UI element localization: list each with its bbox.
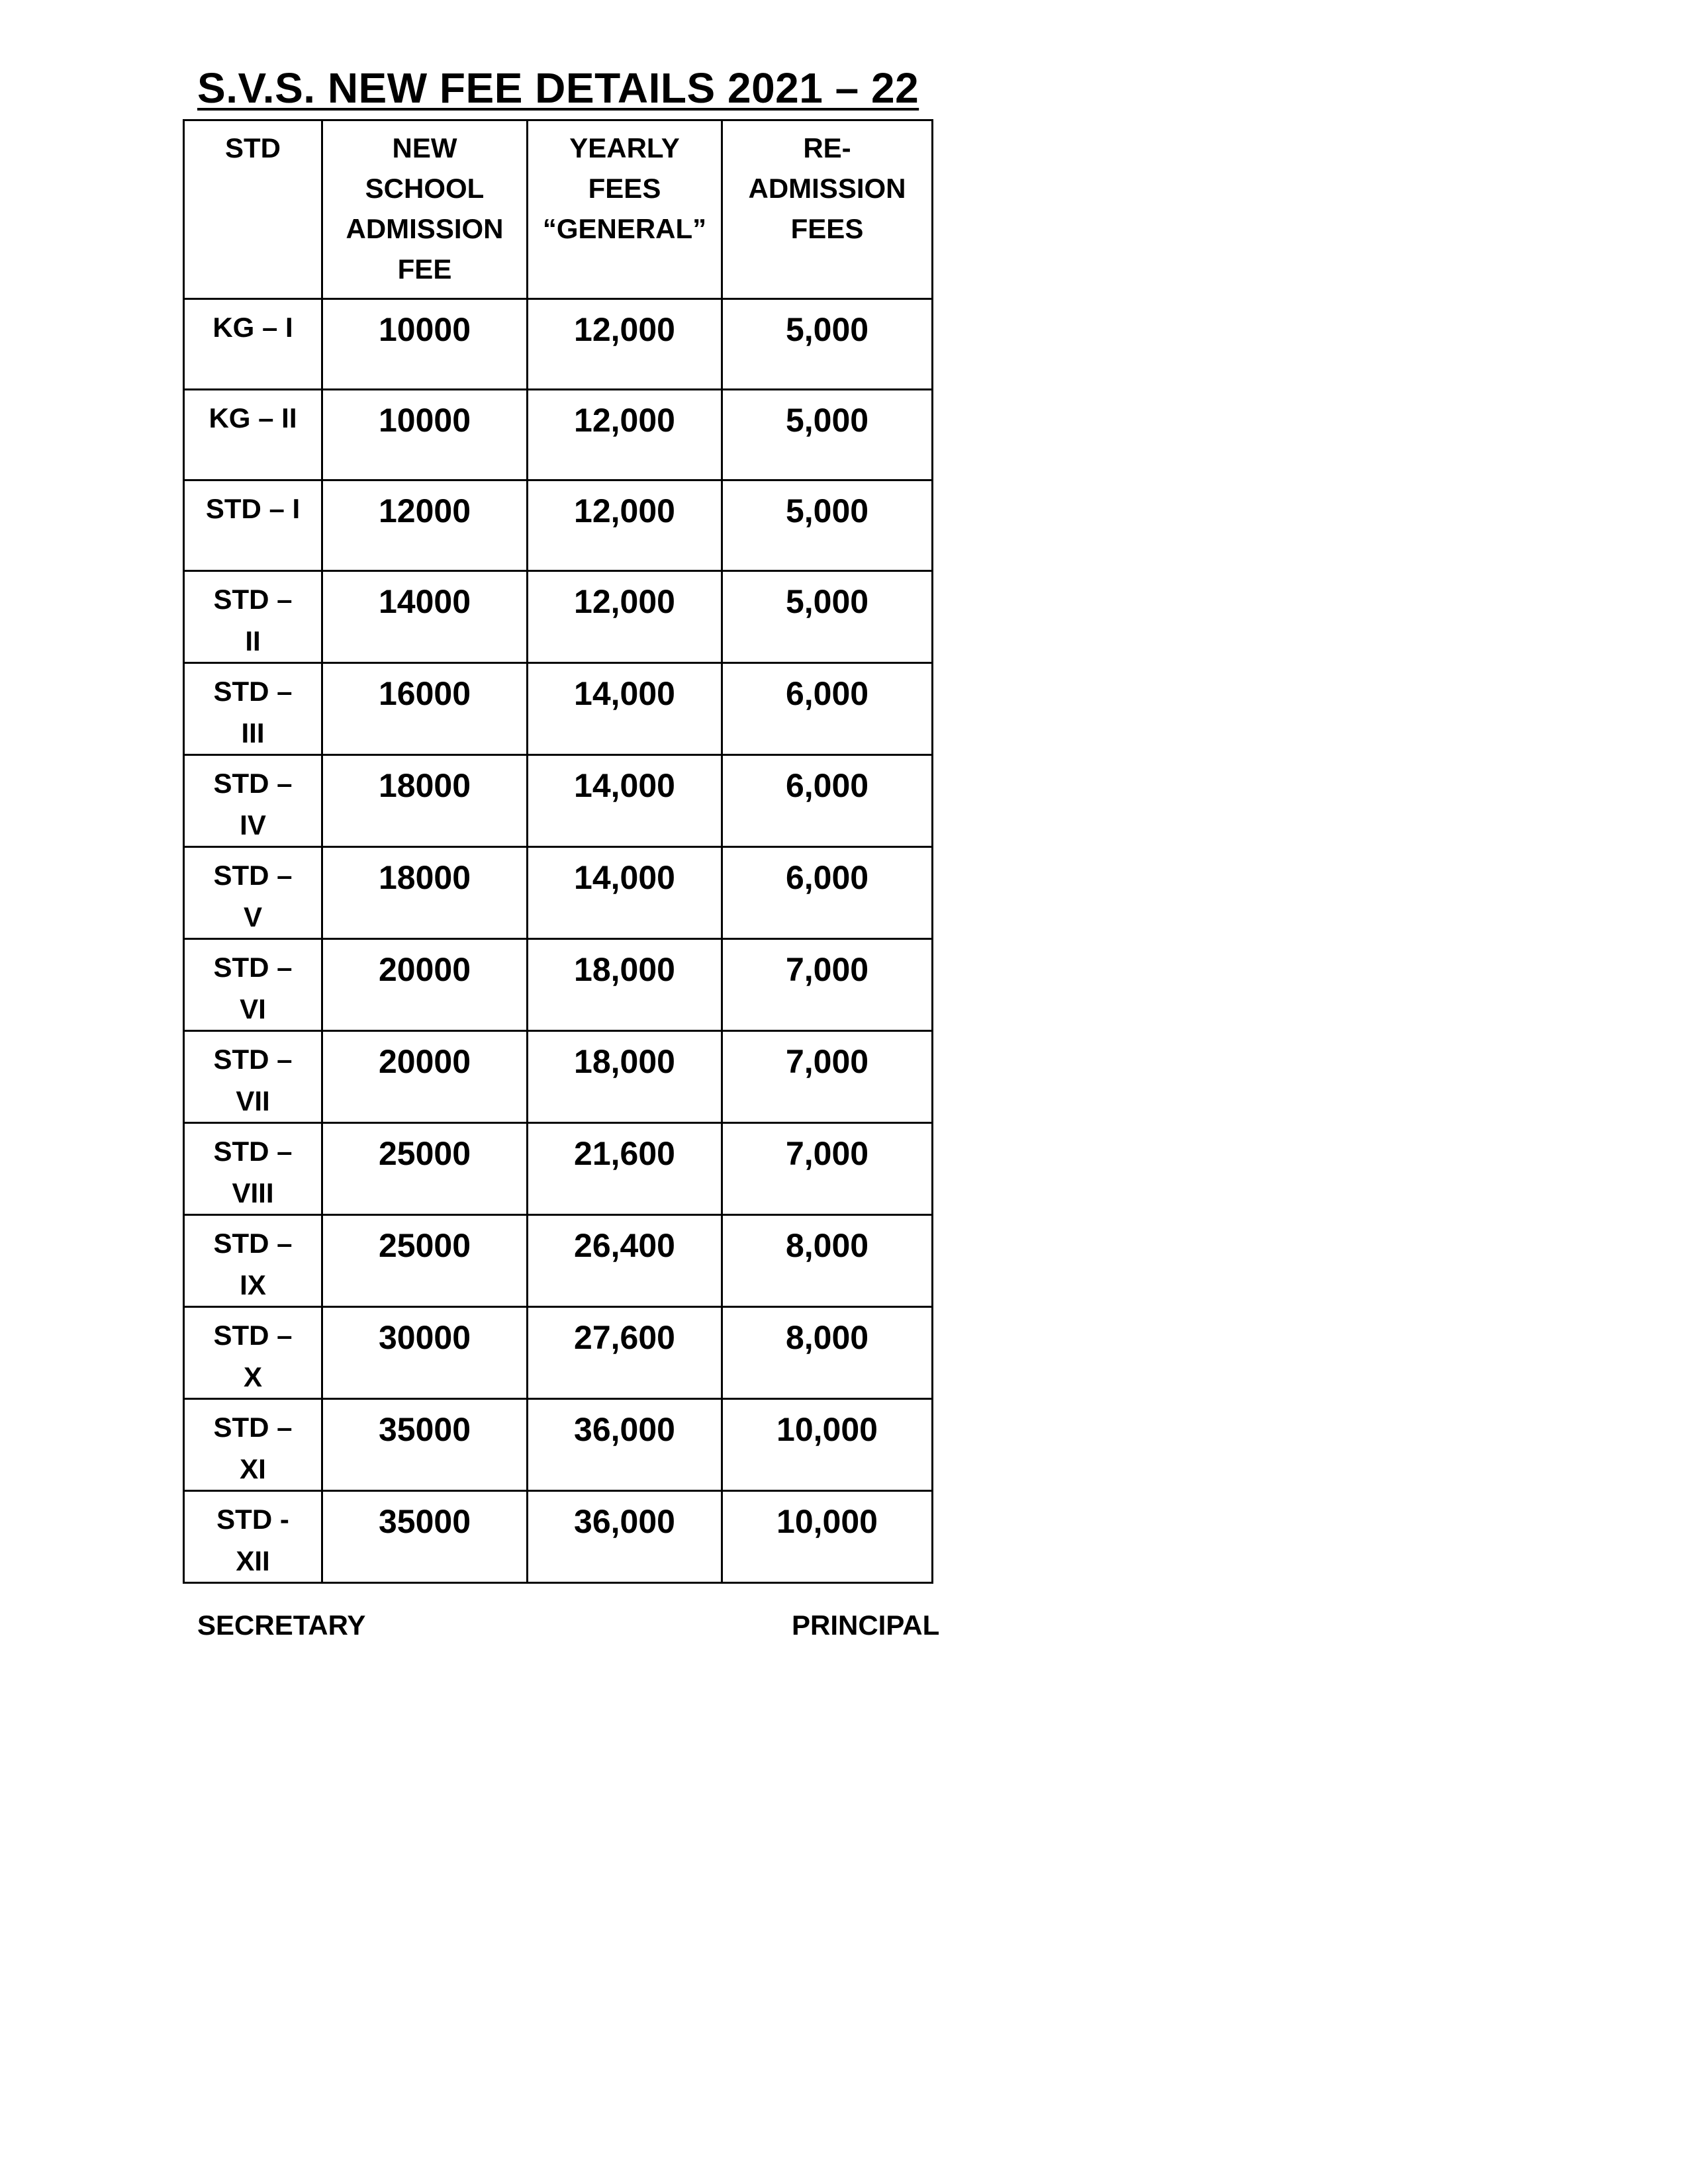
std-label: STD – bbox=[213, 768, 293, 799]
std-label: IX bbox=[240, 1269, 266, 1300]
table-row bbox=[184, 939, 933, 1031]
header-line: NEW bbox=[392, 132, 457, 163]
readmission-fee-cell: 10,000 bbox=[722, 1399, 933, 1491]
std-cell bbox=[184, 1491, 322, 1583]
new-admission-fee-cell: 25000 bbox=[322, 1123, 528, 1215]
table-row bbox=[184, 480, 933, 571]
readmission-fee-cell: 6,000 bbox=[722, 847, 933, 939]
yearly-fee-cell: 12,000 bbox=[528, 299, 722, 390]
std-label: VI bbox=[240, 993, 266, 1024]
std-cell bbox=[184, 390, 322, 480]
new-admission-fee-cell: 12000 bbox=[322, 480, 528, 571]
yearly-fee-cell: 21,600 bbox=[528, 1123, 722, 1215]
header-new-admission-fee bbox=[322, 120, 528, 299]
std-label: KG – I bbox=[212, 312, 293, 343]
secretary-signature-label: SECRETARY bbox=[197, 1610, 366, 1641]
std-cell bbox=[184, 1215, 322, 1307]
table-row bbox=[184, 1031, 933, 1123]
std-cell bbox=[184, 1031, 322, 1123]
readmission-fee-cell: 8,000 bbox=[722, 1215, 933, 1307]
readmission-fee-cell: 7,000 bbox=[722, 1123, 933, 1215]
std-label: STD – I bbox=[205, 493, 301, 524]
std-label: STD – bbox=[213, 1136, 293, 1167]
readmission-fee-cell: 6,000 bbox=[722, 663, 933, 755]
yearly-fee-cell: 12,000 bbox=[528, 390, 722, 480]
table-body bbox=[184, 299, 933, 1583]
header-line: “GENERAL” bbox=[542, 213, 707, 244]
header-line: FEES bbox=[790, 213, 864, 244]
new-admission-fee-cell: 10000 bbox=[322, 390, 528, 480]
std-cell bbox=[184, 755, 322, 847]
readmission-fee-cell: 5,000 bbox=[722, 571, 933, 663]
table-row bbox=[184, 1307, 933, 1399]
table-row bbox=[184, 755, 933, 847]
yearly-fee-cell: 36,000 bbox=[528, 1491, 722, 1583]
new-admission-fee-cell: 14000 bbox=[322, 571, 528, 663]
new-admission-fee-cell: 18000 bbox=[322, 755, 528, 847]
yearly-fee-cell: 12,000 bbox=[528, 480, 722, 571]
yearly-fee-cell: 27,600 bbox=[528, 1307, 722, 1399]
table-row bbox=[184, 847, 933, 939]
std-label: XII bbox=[236, 1545, 270, 1576]
new-admission-fee-cell: 35000 bbox=[322, 1491, 528, 1583]
std-label: VII bbox=[236, 1085, 270, 1116]
std-cell bbox=[184, 1399, 322, 1491]
readmission-fee-cell: 6,000 bbox=[722, 755, 933, 847]
std-label: KG – II bbox=[209, 402, 297, 433]
yearly-fee-cell: 18,000 bbox=[528, 939, 722, 1031]
std-label: STD – bbox=[213, 676, 293, 707]
new-admission-fee-cell: 20000 bbox=[322, 1031, 528, 1123]
readmission-fee-cell: 5,000 bbox=[722, 299, 933, 390]
yearly-fee-cell: 18,000 bbox=[528, 1031, 722, 1123]
std-label: III bbox=[241, 717, 265, 749]
std-label: STD - bbox=[216, 1504, 289, 1535]
std-label: XI bbox=[240, 1453, 266, 1484]
table-row bbox=[184, 663, 933, 755]
header-line: FEES bbox=[588, 173, 661, 204]
document-title: S.V.S. NEW FEE DETAILS 2021 – 22 bbox=[197, 64, 919, 112]
yearly-fee-cell: 14,000 bbox=[528, 663, 722, 755]
header-line: YEARLY bbox=[569, 132, 680, 163]
table-row bbox=[184, 390, 933, 480]
table-row bbox=[184, 1123, 933, 1215]
new-admission-fee-cell: 20000 bbox=[322, 939, 528, 1031]
readmission-fee-cell: 7,000 bbox=[722, 939, 933, 1031]
std-label: STD – bbox=[213, 1320, 293, 1351]
std-cell bbox=[184, 1307, 322, 1399]
readmission-fee-cell: 8,000 bbox=[722, 1307, 933, 1399]
fee-table bbox=[183, 119, 933, 1584]
std-cell bbox=[184, 299, 322, 390]
header-line: ADMISSION bbox=[748, 173, 906, 204]
table-row bbox=[184, 299, 933, 390]
readmission-fee-cell: 7,000 bbox=[722, 1031, 933, 1123]
header-line: SCHOOL bbox=[365, 173, 485, 204]
std-label: V bbox=[243, 901, 262, 933]
std-cell bbox=[184, 1123, 322, 1215]
header-line: FEE bbox=[397, 253, 452, 285]
principal-signature-label: PRINCIPAL bbox=[792, 1610, 940, 1641]
table-header-row bbox=[184, 120, 933, 299]
new-admission-fee-cell: 35000 bbox=[322, 1399, 528, 1491]
new-admission-fee-cell: 18000 bbox=[322, 847, 528, 939]
readmission-fee-cell: 10,000 bbox=[722, 1491, 933, 1583]
header-line: ADMISSION bbox=[346, 213, 504, 244]
std-cell bbox=[184, 663, 322, 755]
std-label: STD – bbox=[213, 1044, 293, 1075]
yearly-fee-cell: 14,000 bbox=[528, 847, 722, 939]
table-row bbox=[184, 1491, 933, 1583]
std-label: IV bbox=[240, 809, 266, 841]
std-cell bbox=[184, 571, 322, 663]
header-yearly-fees bbox=[528, 120, 722, 299]
yearly-fee-cell: 14,000 bbox=[528, 755, 722, 847]
table-row bbox=[184, 571, 933, 663]
std-label: STD – bbox=[213, 860, 293, 891]
header-line: STD bbox=[225, 132, 281, 163]
std-label: STD – bbox=[213, 952, 293, 983]
readmission-fee-cell: 5,000 bbox=[722, 480, 933, 571]
std-cell bbox=[184, 480, 322, 571]
std-cell bbox=[184, 939, 322, 1031]
table-row bbox=[184, 1399, 933, 1491]
header-std bbox=[184, 120, 322, 299]
header-line: RE- bbox=[803, 132, 851, 163]
std-label: STD – bbox=[213, 1412, 293, 1443]
std-label: X bbox=[243, 1361, 262, 1392]
std-label: II bbox=[245, 625, 261, 657]
yearly-fee-cell: 12,000 bbox=[528, 571, 722, 663]
yearly-fee-cell: 26,400 bbox=[528, 1215, 722, 1307]
yearly-fee-cell: 36,000 bbox=[528, 1399, 722, 1491]
new-admission-fee-cell: 25000 bbox=[322, 1215, 528, 1307]
std-label: STD – bbox=[213, 1228, 293, 1259]
readmission-fee-cell: 5,000 bbox=[722, 390, 933, 480]
new-admission-fee-cell: 16000 bbox=[322, 663, 528, 755]
table-row bbox=[184, 1215, 933, 1307]
new-admission-fee-cell: 10000 bbox=[322, 299, 528, 390]
new-admission-fee-cell: 30000 bbox=[322, 1307, 528, 1399]
header-readmission-fees bbox=[722, 120, 933, 299]
std-label: VIII bbox=[232, 1177, 274, 1208]
std-label: STD – bbox=[213, 584, 293, 615]
std-cell bbox=[184, 847, 322, 939]
